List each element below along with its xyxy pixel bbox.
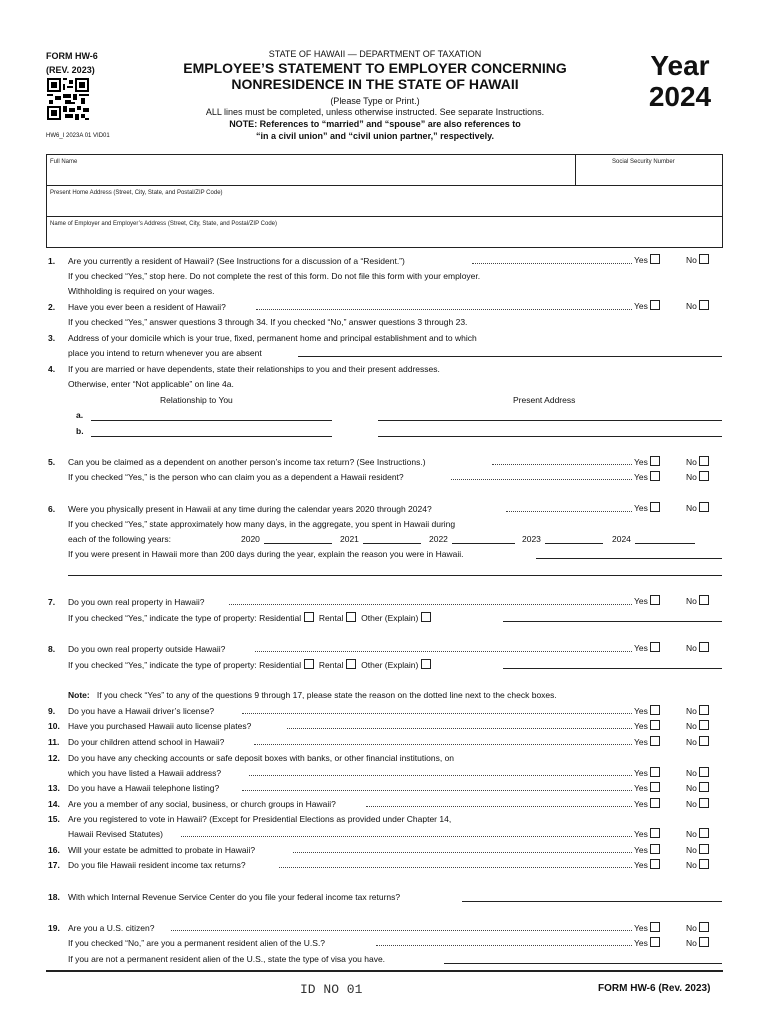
year-2024-days[interactable]	[635, 543, 695, 544]
q6-explain-prompt: If you were present in Hawaii more than 200 days during the year, explain the reason you were in Hawaii.	[68, 549, 464, 559]
home-address-label: Present Home Address (Street, City, State, and Postal/ZIP Code)	[50, 190, 223, 196]
q19-yes-checkbox[interactable]	[650, 922, 660, 932]
no-label: No	[686, 301, 697, 311]
q8-other-checkbox[interactable]	[421, 659, 431, 669]
yes-label: Yes	[634, 457, 648, 467]
no-label: No	[686, 768, 697, 778]
ssn-label: Social Security Number	[612, 159, 675, 165]
yes-label: Yes	[634, 503, 648, 513]
q15-no-checkbox[interactable]	[699, 828, 709, 838]
q16-reason-line[interactable]	[293, 846, 632, 853]
residential-label: Residential	[259, 613, 302, 623]
q3-answer-line[interactable]	[298, 356, 722, 357]
yes-label: Yes	[634, 783, 648, 793]
q11-reason-line[interactable]	[254, 738, 632, 745]
q1-yes-checkbox[interactable]	[650, 254, 660, 264]
qr-code-icon	[47, 78, 89, 120]
q4-instruction: Otherwise, enter “Not applicable” on line 4a.	[68, 379, 234, 389]
q7-no	[686, 595, 709, 606]
q19b-no	[686, 937, 709, 948]
q14-yes-checkbox[interactable]	[650, 798, 660, 808]
leader-dots	[255, 645, 632, 652]
q15-text: Are you registered to vote in Hawaii? (Except for Presidential Elections as provided under Chapter 14,	[68, 814, 452, 824]
q18-number: 18.	[48, 892, 60, 902]
tax-year	[630, 50, 730, 112]
q12-yes-checkbox[interactable]	[650, 767, 660, 777]
yes-label: Yes	[634, 721, 648, 731]
q13-yes-checkbox[interactable]	[650, 782, 660, 792]
q16-yes-checkbox[interactable]	[650, 844, 660, 854]
q9-number: 9.	[48, 706, 56, 716]
q11-text: Do your children attend school in Hawaii?	[68, 737, 225, 747]
q15-yes	[634, 828, 660, 839]
q1-no-checkbox[interactable]	[699, 254, 709, 264]
q19b-yes	[634, 937, 660, 948]
q19-no	[686, 922, 709, 933]
q1-instruction-2: Withholding is required on your wages.	[68, 286, 215, 296]
q8-property-prompt: If you checked “Yes,” indicate the type of property:	[68, 660, 257, 670]
q18-answer-line[interactable]	[462, 901, 722, 902]
year-2021-days[interactable]	[363, 543, 421, 544]
q14-no-checkbox[interactable]	[699, 798, 709, 808]
q6-explain-line-2[interactable]	[68, 575, 722, 576]
q11-yes-checkbox[interactable]	[650, 736, 660, 746]
q9-no-checkbox[interactable]	[699, 705, 709, 715]
q7-no-checkbox[interactable]	[699, 595, 709, 605]
q14-text: Are you a member of any social, business, or church groups in Hawaii?	[68, 799, 336, 809]
q1-no	[686, 254, 709, 265]
q19b-no-checkbox[interactable]	[699, 937, 709, 947]
year-2023-days[interactable]	[545, 543, 603, 544]
residential-label: Residential	[259, 660, 302, 670]
q14-number: 14.	[48, 799, 60, 809]
q13-no	[686, 782, 709, 793]
q2-number: 2.	[48, 302, 56, 312]
note-text: If you check “Yes” to any of the questions 9 through 17, please state the reason on the dotted line next to the check boxes.	[96, 690, 557, 700]
q4a-relationship-line[interactable]	[91, 420, 332, 421]
q7-property-prompt: If you checked “Yes,” indicate the type of property:	[68, 613, 257, 623]
q14-no	[686, 798, 709, 809]
q4b-label: b.	[76, 426, 84, 436]
q15-number: 15.	[48, 814, 60, 824]
yes-label: Yes	[634, 255, 648, 265]
note-line-1: NOTE: References to “married” and “spouse” are also references to	[229, 119, 521, 129]
q6-explain-line[interactable]	[536, 558, 722, 559]
q19-text: Are you a U.S. citizen?	[68, 923, 155, 933]
yes-label: Yes	[634, 737, 648, 747]
q13-yes	[634, 782, 660, 793]
q19b-yes-checkbox[interactable]	[650, 937, 660, 947]
q12-yes	[634, 767, 660, 778]
leader-dots	[376, 939, 632, 946]
q1-number: 1.	[48, 256, 56, 266]
q3-number: 3.	[48, 333, 56, 343]
q4b-relationship-line[interactable]	[91, 436, 332, 437]
year-label: Year	[650, 50, 710, 81]
q19-visa-prompt: If you are not a permanent resident alien of the U.S., state the type of visa you have.	[68, 954, 386, 964]
q1-text: Are you currently a resident of Hawaii? (See Instructions for a discussion of a “Resident.”)	[68, 256, 405, 266]
no-label: No	[686, 457, 697, 467]
leader-dots	[171, 924, 632, 931]
no-label: No	[686, 472, 697, 482]
q6-no	[686, 502, 709, 513]
leader-dots	[492, 458, 632, 465]
footer-divider	[46, 970, 723, 972]
q7-number: 7.	[48, 597, 56, 607]
no-label: No	[686, 799, 697, 809]
note-line-2: “in a civil union” and “civil union partner,” respectively.	[256, 131, 494, 141]
yes-label: Yes	[634, 472, 648, 482]
q15-reason-line[interactable]	[181, 830, 632, 837]
q9-reason-line[interactable]	[242, 707, 632, 714]
year-2023-label: 2023	[522, 534, 541, 544]
q8-property-type	[68, 659, 431, 670]
q10-yes-checkbox[interactable]	[650, 720, 660, 730]
department-name: STATE OF HAWAII — DEPARTMENT OF TAXATION	[268, 49, 482, 59]
q5-no	[686, 456, 709, 467]
q11-yes	[634, 736, 660, 747]
q13-text: Do you have a Hawaii telephone listing?	[68, 783, 220, 793]
year-2024-label: 2024	[612, 534, 631, 544]
q17-reason-line[interactable]	[279, 861, 632, 868]
yes-label: Yes	[634, 799, 648, 809]
no-label: No	[686, 503, 697, 513]
q13-number: 13.	[48, 783, 60, 793]
yes-label: Yes	[634, 301, 648, 311]
q6-no-checkbox[interactable]	[699, 502, 709, 512]
q7-text: Do you own real property in Hawaii?	[68, 597, 205, 607]
q15-no	[686, 828, 709, 839]
q3-continuation: place you intend to return whenever you are absent	[68, 348, 262, 358]
q7-yes-checkbox[interactable]	[650, 595, 660, 605]
q17-yes	[634, 859, 660, 870]
year-2020-label: 2020	[241, 534, 260, 544]
q2-instruction: If you checked “Yes,” answer questions 3 through 34. If you checked “No,” answer questions 3 through 23.	[68, 317, 468, 327]
q5-number: 5.	[48, 457, 56, 467]
year-2020-days[interactable]	[264, 543, 332, 544]
form-number: FORM HW-6	[46, 51, 98, 61]
q8-explain-line[interactable]	[503, 668, 722, 669]
no-label: No	[686, 596, 697, 606]
ssn-field[interactable]	[575, 155, 724, 186]
q12-number: 12.	[48, 753, 60, 763]
q4-number: 4.	[48, 364, 56, 374]
q2-no	[686, 300, 709, 311]
full-name-label: Full Name	[50, 159, 78, 165]
q16-yes	[634, 844, 660, 855]
q7-yes	[634, 595, 660, 606]
title-line-2: NONRESIDENCE IN THE STATE OF HAWAII	[231, 76, 519, 92]
q19-followup: If you checked “No,” are you a permanent resident alien of the U.S.?	[68, 938, 326, 948]
q3-text: Address of your domicile which is your true, fixed, permanent home and principal establishment and to which	[68, 333, 477, 343]
q6-yes	[634, 502, 660, 513]
q16-text: Will your estate be admitted to probate in Hawaii?	[68, 845, 256, 855]
no-label: No	[686, 706, 697, 716]
employer-label: Name of Employer and Employer’s Address (Street, City, State, and Postal/ZIP Code)	[50, 221, 277, 227]
q14-reason-line[interactable]	[366, 800, 632, 807]
q7-rental-checkbox[interactable]	[346, 612, 356, 622]
q8-text: Do you own real property outside Hawaii?	[68, 644, 226, 654]
taxpayer-info-box	[46, 154, 723, 248]
completion-instruction: ALL lines must be completed, unless otherwise instructed. See separate Instructions.	[205, 107, 545, 117]
q17-yes-checkbox[interactable]	[650, 859, 660, 869]
q4-text: If you are married or have dependents, state their relationships to you and their present addresses.	[68, 364, 440, 374]
no-label: No	[686, 255, 697, 265]
q10-yes	[634, 720, 660, 731]
q9-yes	[634, 705, 660, 716]
other-label: Other (Explain)	[361, 613, 419, 623]
yes-label: Yes	[634, 643, 648, 653]
note-9-17	[68, 690, 557, 700]
q6-number: 6.	[48, 504, 56, 514]
q15-yes-checkbox[interactable]	[650, 828, 660, 838]
employer-field[interactable]	[47, 217, 722, 248]
q4-address-header: Present Address	[513, 395, 576, 405]
q11-no	[686, 736, 709, 747]
home-address-field[interactable]	[47, 186, 722, 217]
leader-dots	[256, 303, 632, 310]
q10-no-checkbox[interactable]	[699, 720, 709, 730]
q5-yes	[634, 456, 660, 467]
q8-residential-checkbox[interactable]	[304, 659, 314, 669]
q19-number: 19.	[48, 923, 60, 933]
q9-text: Do you have a Hawaii driver’s license?	[68, 706, 215, 716]
yes-label: Yes	[634, 938, 648, 948]
yes-label: Yes	[634, 829, 648, 839]
q17-no	[686, 859, 709, 870]
q2-text: Have you ever been a resident of Hawaii?	[68, 302, 226, 312]
yes-label: Yes	[634, 860, 648, 870]
rental-label: Rental	[318, 613, 344, 623]
yes-label: Yes	[634, 706, 648, 716]
q8-yes	[634, 642, 660, 653]
yes-label: Yes	[634, 923, 648, 933]
q6-instruction: If you checked “Yes,” state approximately how many days, in the aggregate, you spent in Hawaii during	[68, 519, 456, 529]
full-name-field[interactable]	[47, 155, 722, 186]
title-line-1: EMPLOYEE’S STATEMENT TO EMPLOYER CONCERNING	[183, 60, 567, 76]
no-label: No	[686, 845, 697, 855]
year-2022-label: 2022	[429, 534, 448, 544]
q19-no-checkbox[interactable]	[699, 922, 709, 932]
q12-text: Do you have any checking accounts or safe deposit boxes with banks, or other financial institutions, on	[68, 753, 455, 763]
id-number: ID NO 01	[300, 982, 363, 997]
q2-yes-checkbox[interactable]	[650, 300, 660, 310]
q17-text: Do you file Hawaii resident income tax returns?	[68, 860, 246, 870]
q18-text: With which Internal Revenue Service Center do you file your federal income tax returns?	[68, 892, 401, 902]
q9-yes-checkbox[interactable]	[650, 705, 660, 715]
q12-no-checkbox[interactable]	[699, 767, 709, 777]
form-identifier	[46, 49, 98, 77]
q10-no	[686, 720, 709, 731]
q8-no	[686, 642, 709, 653]
q8-rental-checkbox[interactable]	[346, 659, 356, 669]
q17-no-checkbox[interactable]	[699, 859, 709, 869]
q5b-yes	[634, 471, 660, 482]
q5b-yes-checkbox[interactable]	[650, 471, 660, 481]
q4-relationship-header: Relationship to You	[160, 395, 233, 405]
q2-no-checkbox[interactable]	[699, 300, 709, 310]
no-label: No	[686, 783, 697, 793]
q16-number: 16.	[48, 845, 60, 855]
q10-text: Have you purchased Hawaii auto license plates?	[68, 721, 252, 731]
no-label: No	[686, 643, 697, 653]
q1-yes	[634, 254, 660, 265]
q5-yes-checkbox[interactable]	[650, 456, 660, 466]
note-label: Note:	[68, 690, 90, 700]
q5-no-checkbox[interactable]	[699, 456, 709, 466]
q17-number: 17.	[48, 860, 60, 870]
q5b-no-checkbox[interactable]	[699, 471, 709, 481]
form-title	[160, 60, 590, 92]
no-label: No	[686, 737, 697, 747]
yes-label: Yes	[634, 768, 648, 778]
yes-label: Yes	[634, 845, 648, 855]
year-value: 2024	[648, 81, 712, 112]
q11-number: 11.	[48, 737, 60, 747]
no-label: No	[686, 829, 697, 839]
q19-visa-line[interactable]	[444, 963, 722, 964]
q4b-address-line[interactable]	[378, 436, 722, 437]
no-label: No	[686, 938, 697, 948]
q16-no-checkbox[interactable]	[699, 844, 709, 854]
no-label: No	[686, 860, 697, 870]
q15-continuation: Hawaii Revised Statutes)	[68, 829, 163, 839]
q14-yes	[634, 798, 660, 809]
rental-label: Rental	[318, 660, 344, 670]
q10-reason-line[interactable]	[287, 722, 632, 729]
q5-followup: If you checked “Yes,” is the person who can claim you as a dependent a Hawaii resident?	[68, 472, 404, 482]
q8-yes-checkbox[interactable]	[650, 642, 660, 652]
q8-no-checkbox[interactable]	[699, 642, 709, 652]
q8-number: 8.	[48, 644, 56, 654]
q11-no-checkbox[interactable]	[699, 736, 709, 746]
q12-continuation: which you have listed a Hawaii address?	[68, 768, 222, 778]
leader-dots	[451, 473, 632, 480]
q7-explain-line[interactable]	[503, 621, 722, 622]
q4a-label: a.	[76, 410, 84, 420]
q10-number: 10.	[48, 721, 60, 731]
q7-residential-checkbox[interactable]	[304, 612, 314, 622]
q13-reason-line[interactable]	[242, 784, 632, 791]
q2-yes	[634, 300, 660, 311]
q13-no-checkbox[interactable]	[699, 782, 709, 792]
q16-no	[686, 844, 709, 855]
year-2022-days[interactable]	[452, 543, 515, 544]
leader-dots	[472, 257, 632, 264]
q19-yes	[634, 922, 660, 933]
q1-instruction: If you checked “Yes,” stop here. Do not complete the rest of this form. Do not file this form with your employer.	[68, 271, 481, 281]
q6-yes-checkbox[interactable]	[650, 502, 660, 512]
q5-text: Can you be claimed as a dependent on another person’s income tax return? (See Instructions.)	[68, 457, 426, 467]
q6-years-label: each of the following years:	[68, 534, 172, 544]
print-instruction: (Please Type or Print.)	[330, 96, 420, 106]
q12-no	[686, 767, 709, 778]
q9-no	[686, 705, 709, 716]
q7-other-checkbox[interactable]	[421, 612, 431, 622]
form-revision: (REV. 2023)	[46, 65, 95, 75]
q7-property-type	[68, 612, 431, 623]
other-label: Other (Explain)	[361, 660, 419, 670]
year-2021-label: 2021	[340, 534, 359, 544]
q5b-no	[686, 471, 709, 482]
q6-text: Were you physically present in Hawaii at any time during the calendar years 2020 through 2024?	[68, 504, 432, 514]
no-label: No	[686, 923, 697, 933]
no-label: No	[686, 721, 697, 731]
footer-form-label: FORM HW-6 (Rev. 2023)	[598, 983, 711, 994]
q12-reason-line[interactable]	[249, 769, 632, 776]
q4a-address-line[interactable]	[378, 420, 722, 421]
yes-label: Yes	[634, 596, 648, 606]
version-code: HW6_I 2023A 01 VID01	[46, 133, 110, 139]
leader-dots	[229, 598, 632, 605]
leader-dots	[506, 505, 632, 512]
form-header	[160, 49, 590, 141]
